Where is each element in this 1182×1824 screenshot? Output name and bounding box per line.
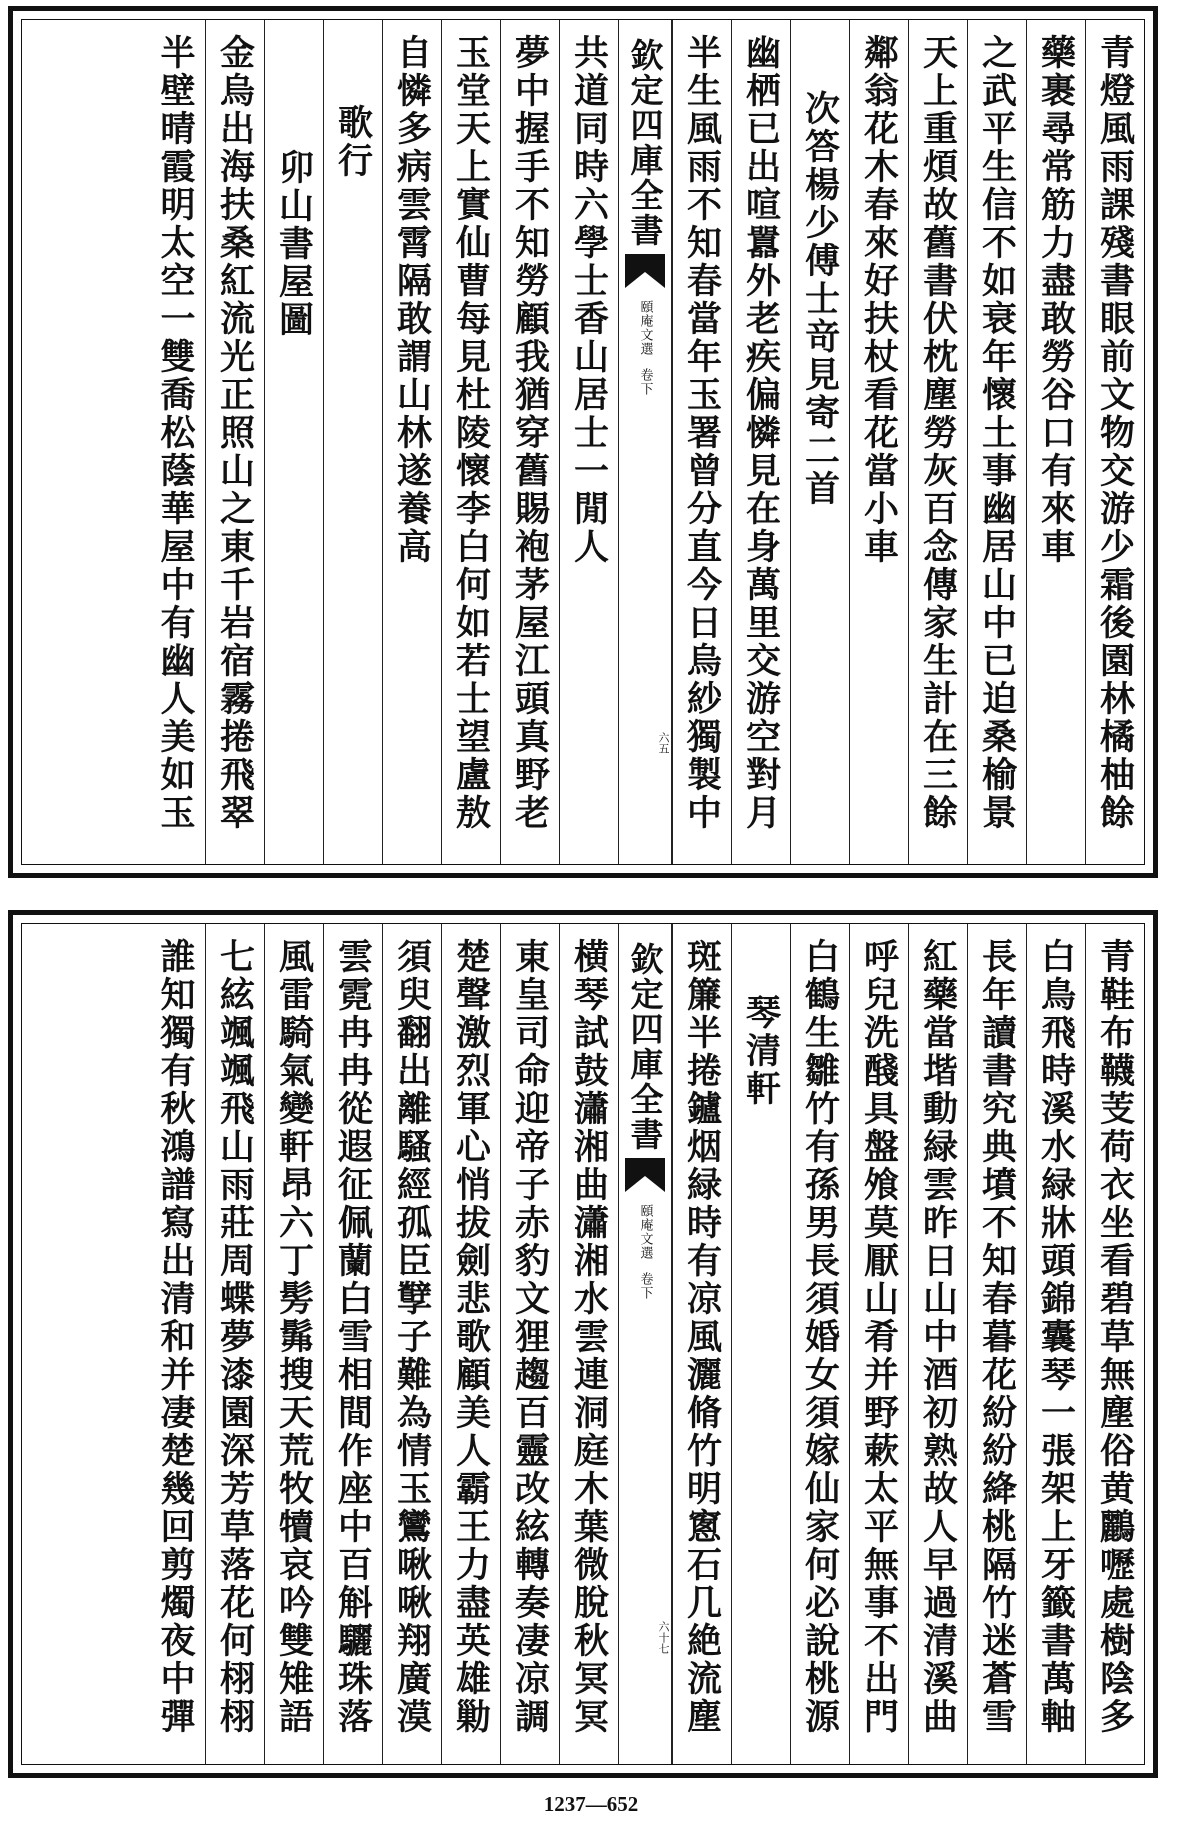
column-text: 夢中握手不知勞顧我猶穿舊賜袍茅屋江頭真野老 [509,34,551,832]
text-column [441,924,500,1764]
text-column [205,20,264,864]
column-text: 須臾翻出離騷經孤臣孼子難為情玉鸞啾啾翔廣漠 [391,938,433,1736]
text-column [849,924,908,1764]
book-title: 頤庵文選 [637,300,653,356]
fishtail-mark-icon [625,254,665,288]
text-column [441,20,500,864]
column-text: 幽栖已出喧囂外老疾偏憐見在身萬里交游空對月 [740,34,782,832]
text-column [672,20,731,864]
fishtail-mark-icon [625,1158,665,1192]
column-text: 東皇司命迎帝子赤豹文狸趨百靈改絃轉奏凄凉調 [509,938,551,1736]
text-column [382,924,441,1764]
text-column [672,924,731,1764]
volume-label: 卷下 [637,1272,653,1300]
column-text: 共道同時六學士香山居士一閒人 [568,34,610,566]
column-text: 半生風雨不知春當年玉署曾分直今日烏紗獨製中 [681,34,723,832]
upper-leaf [8,6,1158,878]
poem-title: 卯山書屋圖 [273,149,315,339]
text-column [500,924,559,1764]
text-column [1085,20,1144,864]
column-text: 天上重煩故舊書伏枕塵勞灰百念傳家生計在三餘 [917,34,959,832]
column-text: 七絃颯颯飛山雨莊周蝶夢漆園深芳草落花何栩栩 [214,938,256,1736]
text-column [1026,20,1085,864]
text-column [323,924,382,1764]
text-column [908,20,967,864]
poem-title: 次答楊少傅士竒見寄二首 [799,90,841,508]
column-text: 青鞋布韈芰荷衣坐看碧草無塵俗黄鸝嚦處樹陰多 [1094,938,1136,1736]
center-margin [618,20,672,864]
text-column [146,924,205,1764]
text-column [908,924,967,1764]
column-text: 金烏出海扶桑紅流光正照山之東千岩宿霧捲飛翠 [214,34,256,832]
text-column [559,20,618,864]
column-text: 自憐多病雲霄隔敢謂山林遂養高 [391,34,433,566]
collection-title: 欽定四庫全書 [625,942,665,1152]
collection-title: 欽定四庫全書 [625,38,665,248]
leaf-number: 六五 [657,732,670,754]
text-column [790,20,849,864]
upper-leaf-columns [21,19,1145,865]
text-column [849,20,908,864]
poem-title: 琴清軒 [740,994,782,1108]
column-text: 白鳥飛時溪水緑牀頭錦囊琴一張架上牙籤書萬軸 [1035,938,1077,1736]
text-column [382,20,441,864]
text-column [500,20,559,864]
column-text: 雲霓冉冉從遐征佩蘭白雪相間作座中百斛驪珠落 [332,938,374,1736]
text-column [731,20,790,864]
text-column [205,924,264,1764]
text-column [731,924,790,1764]
book-title: 頤庵文選 [637,1204,653,1260]
column-text: 之武平生信不如衰年懷土事幽居山中已迫桑榆景 [976,34,1018,832]
text-column [146,20,205,864]
page-code: 1237—652 [543,1792,639,1816]
text-column [1085,924,1144,1764]
volume-label: 卷下 [637,368,653,396]
column-text: 半壁晴霞明太空一雙喬松蔭華屋中有幽人美如玉 [155,34,196,832]
center-margin [618,924,672,1764]
column-text: 風雷騎氣變軒昂六丁髣髴搜天荒牧犢哀吟雙雉語 [273,938,315,1736]
text-column [559,924,618,1764]
column-text: 長年讀書究典墳不知春暮花紛紛絳桃隔竹迷蒼雪 [976,938,1018,1736]
column-text: 藥裹尋常筋力盡敢勞谷口有來車 [1035,34,1077,566]
column-text: 呼兒洗醆具盤飧莫厭山肴并野蔌太平無事不出門 [858,938,900,1736]
column-text: 紅藥當堦動緑雲昨日山中酒初熟故人早過清溪曲 [917,938,959,1736]
column-text: 青燈風雨課殘書眼前文物交游少霜後園林橘柚餘 [1094,34,1136,832]
text-column [1026,924,1085,1764]
column-text: 誰知獨有秋鴻譜寫出清和并凄楚幾回剪燭夜中彈 [155,938,196,1736]
text-column [323,20,382,864]
text-column [967,924,1026,1764]
leaf-number: 六十七 [657,1621,670,1654]
text-column [264,924,323,1764]
text-column [967,20,1026,864]
column-text: 楚聲激烈軍心悄拔劍悲歌顧美人霸王力盡英雄勦 [450,938,492,1736]
section-heading: 歌行 [332,104,374,180]
text-column [790,924,849,1764]
lower-leaf-columns [21,923,1145,1765]
column-text: 斑簾半捲鑪烟緑時有凉風灑脩竹明窻石几絶流塵 [681,938,723,1736]
column-text: 白鶴生雛竹有孫男長須婚女須嫁仙家何必說桃源 [799,938,841,1736]
text-column [264,20,323,864]
column-text: 玉堂天上實仙曹每見杜陵懷李白何如若士望盧敖 [450,34,492,832]
lower-leaf [8,910,1158,1778]
column-text: 鄰翁花木春來好扶杖看花當小車 [858,34,900,566]
column-text: 横琴試鼓瀟湘曲瀟湘水雲連洞庭木葉微脫秋冥冥 [568,938,610,1736]
